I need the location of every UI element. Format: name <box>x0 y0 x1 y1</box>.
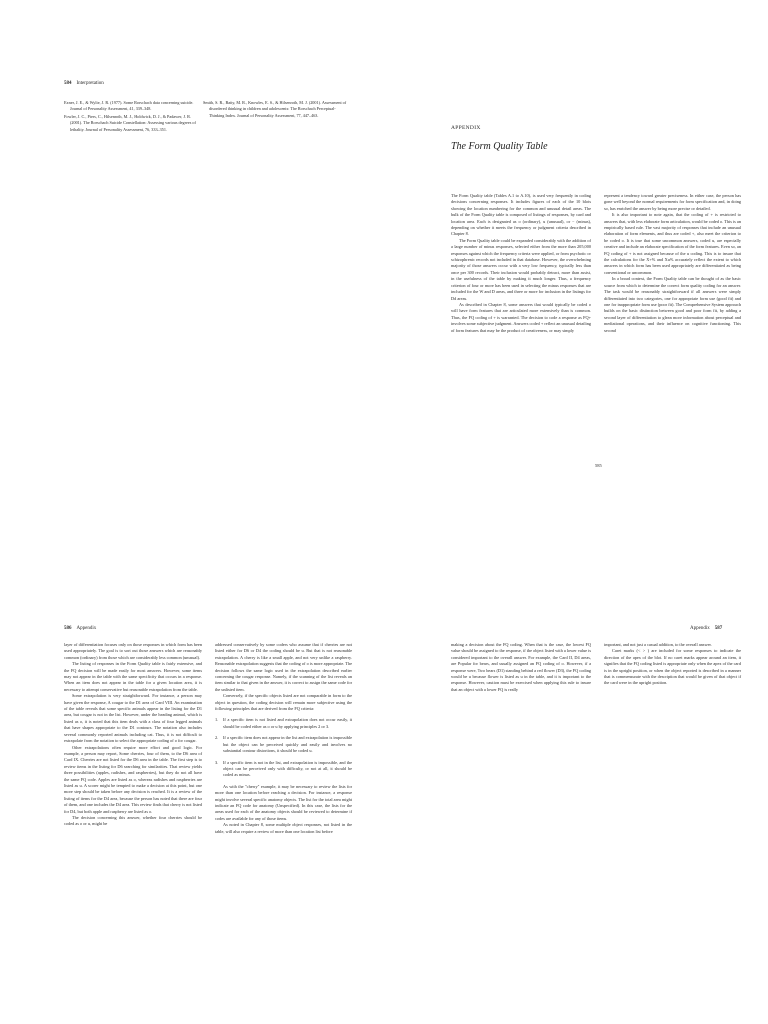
paragraph: Caret marks (< > ) are included for some responses to indicate the direction of the apex of the blot. If no caret marks appear around an item, it signifies that the FQ coding listed is appropriate only when the apex of the card is in the upright position, or when the object reported is described in a manner that is commensurate with the description that would be given of that object if the card were in the upright position. <box>604 648 741 686</box>
reference-entry: Smith, S. R., Baity, M. R., Knowles, E. S., & Hilsenroth, M. J. (2001). Assessment of disordered thinking in children and adolescents: The Rorschach Perceptual-Thinking Index. Journal of Personality Assessment, 77, 447–463. <box>203 100 347 118</box>
paragraph: Other extrapolations often require more effort and good logic. For example, a person may report, Some cherries, four of them, to the D6 area of Card IX. Cherries are not listed for the D6 area in the table. The first step is to review items in the listing for D6 searching for similarities. That review yields three possibilities (apples, radishes, and raspberries), but they do not all have the same FQ code. Apples are listed as o, whereas radishes and raspberries are listed as u. A scorer might be tempted to make a decision at this point, but one more step should be taken before any decision is reached. It is a review of the listing of items for the D4 area, because the person has noted that there are four of them, and one includes the D4 area. This review finds that cherry is not listed for D4, but both apple and raspberry are listed as o. <box>64 744 202 814</box>
paragraph: layer of differentiation focuses only on those responses in which form has been used appropriately. The goal is to sort out those answers which are reasonably common (ordinary) from those which are considerably less common (unusual). <box>64 642 202 660</box>
paragraph: The Form Quality table could be expanded considerably with the addition of a large number of minus responses, selected either from the more than 205,000 responses against which the frequency criteria were applied, or from psychotic or schizophrenic records not included in that database. However, the overwhelming majority of those answers occur with a very low frequency, typically less than once per 300 records. Their inclusion would probably detract, more than assist, in the usefulness of the table by making it much longer. Thus, a frequency criterion of four or more has been used in selecting the minus responses that are included for the W and D areas, and three or more for inclusion in the listings for Dd areas. <box>451 237 591 301</box>
paragraph: addressed conservatively by some coders who assume that if cherries are not listed either for D6 or D4 the coding should be u. But that is not reasonable extrapolation. A cherry is like a small apple, and not very unlike a raspberry. Reasonable extrapolation suggests that the coding of o is more appropriate. The decision follows the same logic used in the extrapolation described earlier concerning the cougar response. Namely, if the scanning of the list reveals an item similar to that given in the answer, it is correct to assign the same code for the unlisted item. <box>215 642 352 692</box>
paragraph: As with the "cherry" example, it may be necessary to review the lists for more than one location before reaching a decision. For instance, a response might involve several specific anatomy objects. The list for the total area might indicate an FQ code for anatomy (Unspecified). In this case, the lists for the areas used for each of the anatomy objects should be reviewed to determine if codes are available for any of those items. <box>215 783 352 821</box>
page-586-right-column <box>215 642 352 835</box>
page-584-header <box>64 81 364 87</box>
paragraph: important, and not just a casual addition, to the overall answer. <box>604 642 712 647</box>
paragraph: In a broad context, the Form Quality table can be thought of as the basic source from which to determine the correct form quality coding for an answer. The task would be reasonably straightforward if all answers were simply differentiated into two categories, one for appropriate form use (good fit) and one for inappropriate form use (poor fit). The Comprehensive System approach builds on the basic distinction between good and poor form fit, by adding a second layer of differentiation to glean more information about perceptual and mediational operations, and their influence on cognitive functioning. This second <box>604 276 741 333</box>
principle-item: 3. If a specific item is not in the list, and extrapolation is impossible, and the object can be perceived only with difficulty, or not at all, it should be coded as minus. <box>215 759 352 778</box>
paragraph: It is also important to note again, that the coding of + is restricted to answers that, with less elaborate form articulation, would be coded o. This is an empirically based rule. The vast majority of responses that include an unusual elaboration of form elements, and thus are coded +, also meet the criterion to be coded o. It is true that some uncommon answers, coded u, are especially creative and include an elaborate specification of the form features. Even so, an FQ coding of + is not assigned because of the u coding. This is to insure that the calculations for the X+% and Xu% accurately reflect the extent to which answers in which form has been used appropriately are differentiated as being conventional or uncommon. <box>604 212 741 275</box>
page-587-left-column <box>451 642 591 693</box>
page-585-right-column <box>604 193 741 334</box>
paragraph: The listing of responses in the Form Quality table is fairly extensive, and the FQ decision will be made easily for most answers. However, some items may not appear in the table with the same specificity that occurs in a response. When an item does not appear in the table for a given location area, it is necessary to attempt conservative but reasonable extrapolation from the table. <box>64 661 202 692</box>
principle-text: If a specific item is not listed and extrapolation does not occur easily, it should be coded either as o or u by applying principles 2 or 3. <box>223 717 352 729</box>
paragraph: making a decision about the FQ coding. When that is the case, the lowest FQ value should be assigned to the response, if the object listed with a lower value is considered important to the overall answer. For example, the Card II, D4 areas, are Popular for bears, and usually assigned an FQ coding of o. However, if a response were, Two bears (D1) standing behind a red flower (D3), the FQ coding would be u because flower is listed as u in the table, and it is important to the response. However, caution must be exercised when applying this rule to insure that an object with a lower FQ is really <box>451 642 591 692</box>
page-586-header <box>64 626 264 632</box>
running-head: Appendix <box>76 626 97 631</box>
page-587-header <box>690 626 750 632</box>
paragraph: As noted in Chapter 8, some multiple object responses, not listed in the table, will also require a review of more than one location list before <box>215 822 352 834</box>
chapter-title: The Form Quality Table <box>451 141 548 152</box>
principle-text: If a specific item is not in the list, and extrapolation is impossible, and the object can be perceived only with difficulty, or not at all, it should be coded as minus. <box>223 759 352 778</box>
paragraph: The Form Quality table (Tables A.1 to A.10), is used very frequently in coding decisions concerning responses. It includes figures of each of the 10 blots showing the location numbering for the common and unusual detail areas. The bulk of the Form Quality table is composed of listings of responses, by card and location area. Each is designated as o (ordinary), u (unusual), or − (minus), depending on whether it meets the frequency or judgment criteria described in Chapter 8. <box>451 193 591 237</box>
references-left-column <box>64 100 197 134</box>
principle-item: 1. If a specific item is not listed and extrapolation does not occur easily, it should be coded either as o or u by applying principles 2 or 3. <box>215 717 352 729</box>
running-head: Appendix <box>690 626 710 631</box>
paragraph: represent a tendency toward greater preciseness. In either case, the person has gone well beyond the normal requirements for form specification and, in doing so, has enriched the answer by being more precise or detailed. <box>604 193 741 211</box>
paragraph: Conversely, if the specific objects listed are not comparable in form to the object in question, the coding decision will remain more subjective using the following principles that are derived from the FQ criteria: <box>215 693 352 712</box>
page-587-right-column <box>604 642 741 687</box>
page-585-left-column <box>451 193 591 334</box>
paragraph: Some extrapolation is very straightforward. For instance, a person may have given the response, A cougar to the D1 area of Card VIII. An examination of the table reveals that some specific animals appear in the listing for the D1 area, but cougar is not in the list. However, under the heading animal, which is listed as o, it is noted that this item deals with a class of four legged animals that have shapes appropriate to the D1 contours. The notation also includes several commonly reported animals including cat. Thus, it is not difficult to extrapolate from the notation to select the appropriate coding of o for cougar. <box>64 693 202 744</box>
page-number: 587 <box>714 626 723 631</box>
reference-entry: Exner, J. E., & Wylie, J. R. (1977). Some Rorschach data concerning suicide. Journal of Personality Assessment, 41, 339–348. <box>64 100 194 112</box>
appendix-label: APPENDIX <box>451 125 481 131</box>
page-586-left-column <box>64 642 202 828</box>
paragraph: As described in Chapter 8, some answers that would typically be coded o will have form features that are articulated more extensively than is common. Thus, the FQ coding of + is warranted. The decision to code a response as FQ+ involves some subjective judgment. Answers coded + reflect an unusual detailing of form features that may be the product of creativeness, or may simply <box>451 301 592 333</box>
paragraph: The decision concerning this answer, whether four cherries should be coded as o or u, might be <box>64 814 202 827</box>
running-head: Interpretation <box>76 81 104 86</box>
principle-item: 2. If a specific item does not appear in the list and extrapolation is impossible but the object can be perceived quickly and easily and involves no substantial contour distortions, it should be coded u. <box>215 735 352 754</box>
page-number-585: 585 <box>595 463 602 468</box>
reference-entry: Fowler, J. C., Piers, C., Hilsenroth, M. J., Holdwick, D. J., & Padawer, J. R. (2001). The Rorschach Suicide Constellation: Assessing various degrees of lethality. Journal of Personality Assessment, 76, 333–351. <box>64 113 196 132</box>
references-right-column <box>203 100 350 120</box>
page-number: 584 <box>64 81 72 86</box>
principle-text: If a specific item does not appear in the list and extrapolation is impossible but the object can be perceived quickly and easily and involves no substantial contour distortions, it should be coded u. <box>223 735 352 754</box>
page-number: 586 <box>64 626 72 631</box>
